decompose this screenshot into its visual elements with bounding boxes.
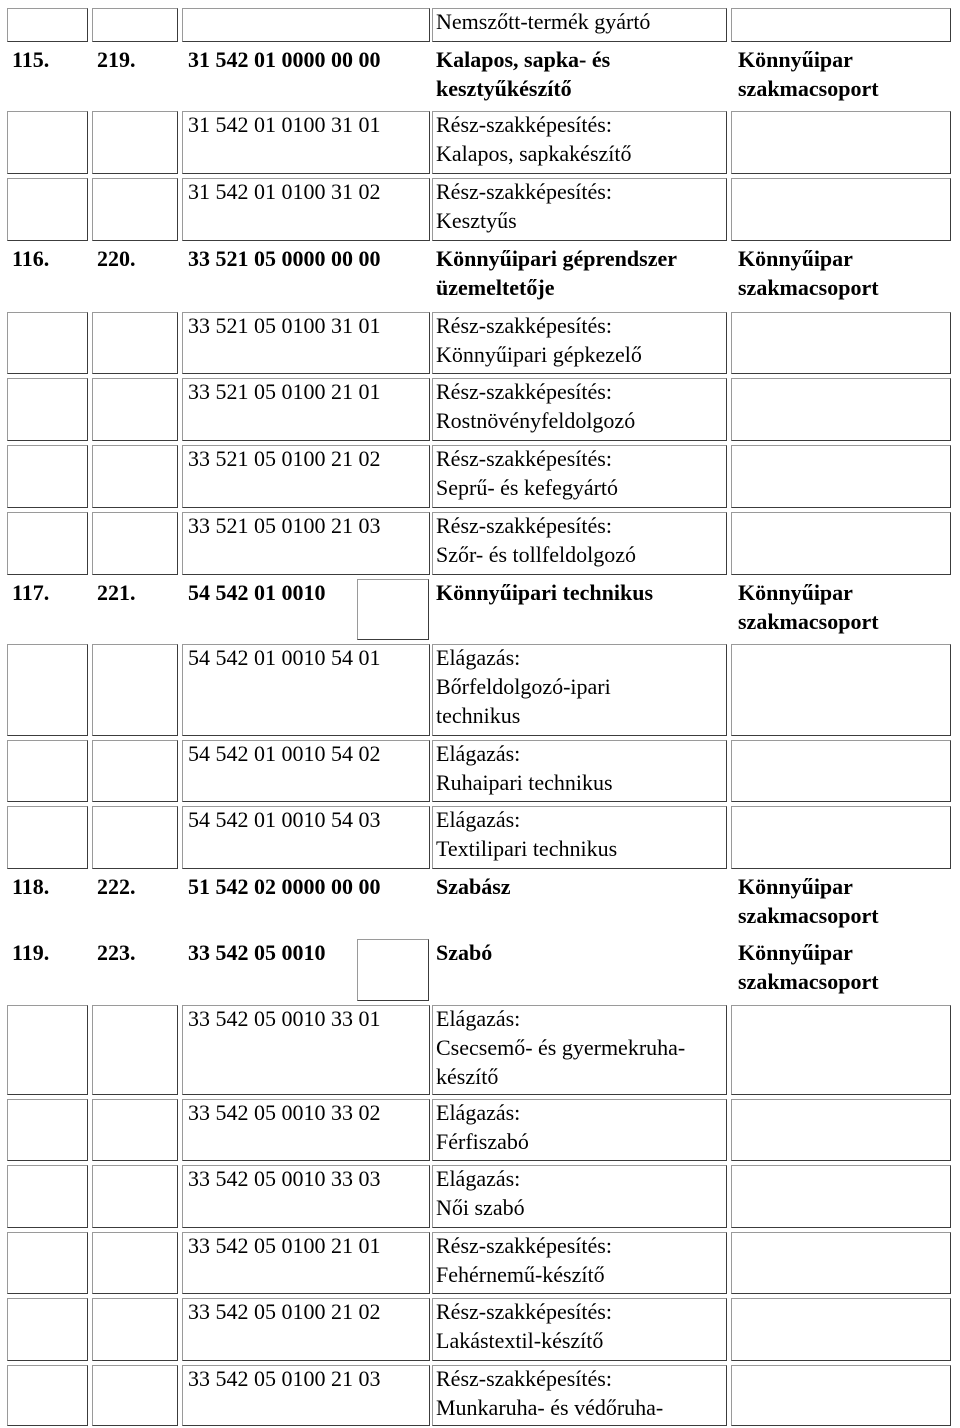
- group-cell-empty: [731, 8, 951, 42]
- table-cell-empty: [7, 1165, 88, 1228]
- qualification-code: 54 542 01 0010 54 01: [188, 645, 381, 670]
- qualification-name-line: Elágazás:: [436, 1006, 521, 1031]
- table-cell-empty: [92, 740, 178, 802]
- qualification-name-line: Nemszőtt-termék gyártó: [436, 9, 651, 34]
- group-name-line: Könnyűipar: [738, 874, 853, 899]
- qualification-code: 51 542 02 0000 00 00: [188, 874, 381, 899]
- group-cell-empty: [731, 1005, 951, 1095]
- qualification-name-line: Női szabó: [436, 1195, 525, 1220]
- group-cell-empty: [731, 1232, 951, 1294]
- row-number-secondary: 223.: [97, 940, 136, 965]
- table-cell-empty: [92, 512, 178, 575]
- group-name-line: szakmacsoport: [738, 76, 879, 101]
- qualification-name-line: Textilipari technikus: [436, 836, 618, 861]
- table-cell-empty: [7, 111, 88, 174]
- table-cell-empty: [92, 8, 178, 42]
- qualification-name-line: technikus: [436, 703, 521, 728]
- group-cell-empty: [731, 445, 951, 508]
- group-cell-empty: [731, 178, 951, 241]
- table-cell-empty: [92, 644, 178, 736]
- qualification-code: 33 542 05 0010: [188, 940, 326, 965]
- group-cell-empty: [731, 1165, 951, 1228]
- qualification-name-line: Kalapos, sapka- és: [436, 47, 611, 72]
- table-cell-empty: [7, 178, 88, 241]
- row-number: 118.: [12, 874, 50, 899]
- qualification-name-line: Elágazás:: [436, 807, 521, 832]
- qualification-name-line: Rész-szakképesítés:: [436, 179, 612, 204]
- group-name-line: szakmacsoport: [738, 275, 879, 300]
- group-name-line: Könnyűipar: [738, 580, 853, 605]
- table-cell-empty: [92, 1232, 178, 1294]
- row-number: 117.: [12, 580, 50, 605]
- qualification-name-line: Szőr- és tollfeldolgozó: [436, 542, 636, 567]
- qualification-name-line: Kesztyűs: [436, 208, 517, 233]
- row-number-secondary: 221.: [97, 580, 136, 605]
- qualification-name-line: Rész-szakképesítés:: [436, 112, 612, 137]
- qualification-name-line: Rész-szakképesítés:: [436, 1366, 612, 1391]
- qualification-name-line: kesztyűkészítő: [436, 76, 572, 101]
- code-cell: [182, 8, 430, 42]
- code-cell-blank: [357, 579, 429, 640]
- group-cell-empty: [731, 512, 951, 575]
- table-cell-empty: [7, 312, 88, 374]
- table-cell-empty: [92, 445, 178, 508]
- group-cell-empty: [731, 644, 951, 736]
- qualification-code: 54 542 01 0010 54 02: [188, 741, 381, 766]
- qualification-name-line: Elágazás:: [436, 645, 521, 670]
- table-cell-empty: [7, 378, 88, 441]
- table-cell-empty: [92, 806, 178, 869]
- qualification-name-line: Rész-szakképesítés:: [436, 1233, 612, 1258]
- qualification-name-line: Csecsemő- és gyermekruha-: [436, 1035, 686, 1060]
- group-cell-empty: [731, 1099, 951, 1161]
- qualification-name-line: Rész-szakképesítés:: [436, 379, 612, 404]
- qualification-name-line: Lakástextil-készítő: [436, 1328, 604, 1353]
- qualification-name-line: Elágazás:: [436, 741, 521, 766]
- qualification-code: 33 542 05 0100 21 02: [188, 1299, 381, 1324]
- qualification-code: 33 521 05 0100 21 02: [188, 446, 381, 471]
- group-name-line: Könnyűipar: [738, 940, 853, 965]
- qualification-name-line: Férfiszabó: [436, 1129, 529, 1154]
- table-cell-empty: [92, 1099, 178, 1161]
- table-cell-empty: [92, 1165, 178, 1228]
- qualification-name-line: készítő: [436, 1064, 499, 1089]
- table-cell-empty: [7, 1232, 88, 1294]
- qualification-name-line: Rész-szakképesítés:: [436, 513, 612, 538]
- qualification-name-line: Rész-szakképesítés:: [436, 446, 612, 471]
- qualification-code: 31 542 01 0100 31 01: [188, 112, 381, 137]
- qualification-code: 33 521 05 0100 21 03: [188, 513, 381, 538]
- row-number-secondary: 219.: [97, 47, 136, 72]
- qualification-name-line: Seprű- és kefegyártó: [436, 475, 619, 500]
- qualification-name-line: Rész-szakképesítés:: [436, 313, 612, 338]
- group-name-line: Könnyűipar: [738, 246, 853, 271]
- table-cell-empty: [7, 8, 88, 42]
- row-number: 116.: [12, 246, 50, 271]
- qualification-name-line: Könnyűipari gépkezelő: [436, 342, 642, 367]
- code-cell-blank: [357, 939, 429, 1001]
- group-cell-empty: [731, 312, 951, 374]
- qualification-name-line: Rész-szakképesítés:: [436, 1299, 612, 1324]
- group-cell-empty: [731, 1298, 951, 1361]
- table-cell-empty: [7, 1005, 88, 1095]
- row-number: 119.: [12, 940, 50, 965]
- qualification-code: 54 542 01 0010 54 03: [188, 807, 381, 832]
- group-cell-empty: [731, 1365, 951, 1426]
- group-name-line: szakmacsoport: [738, 969, 879, 994]
- qualification-name-line: Könnyűipari géprendszer: [436, 246, 678, 271]
- table-cell-empty: [92, 111, 178, 174]
- qualification-code: 33 521 05 0000 00 00: [188, 246, 381, 271]
- qualification-code: 54 542 01 0010: [188, 580, 326, 605]
- table-cell-empty: [7, 740, 88, 802]
- group-cell-empty: [731, 806, 951, 869]
- row-number-secondary: 222.: [97, 874, 136, 899]
- table-cell-empty: [92, 1365, 178, 1426]
- qualification-code: 33 542 05 0010 33 03: [188, 1166, 381, 1191]
- qualification-code: 33 542 05 0010 33 01: [188, 1006, 381, 1031]
- table-cell-empty: [92, 1298, 178, 1361]
- qualification-code: 33 542 05 0010 33 02: [188, 1100, 381, 1125]
- qualification-code: 33 542 05 0100 21 01: [188, 1233, 381, 1258]
- qualification-name-line: Elágazás:: [436, 1166, 521, 1191]
- table-cell-empty: [92, 378, 178, 441]
- row-number-secondary: 220.: [97, 246, 136, 271]
- qualification-name-line: üzemeltetője: [436, 275, 555, 300]
- qualification-name-line: Könnyűipari technikus: [436, 580, 654, 605]
- group-cell-empty: [731, 740, 951, 802]
- qualification-name-line: Munkaruha- és védőruha-: [436, 1395, 664, 1420]
- group-name-line: szakmacsoport: [738, 609, 879, 634]
- qualification-name-line: Szabász: [436, 874, 511, 899]
- group-cell-empty: [731, 111, 951, 174]
- qualification-code: 33 542 05 0100 21 03: [188, 1366, 381, 1391]
- table-cell-empty: [92, 178, 178, 241]
- table-cell-empty: [7, 445, 88, 508]
- table-cell-empty: [7, 1365, 88, 1426]
- qualification-name-line: Bőrfeldolgozó-ipari: [436, 674, 611, 699]
- qualification-name-line: Rostnövényfeldolgozó: [436, 408, 636, 433]
- qualification-name-line: Kalapos, sapkakészítő: [436, 141, 632, 166]
- qualification-code: 33 521 05 0100 31 01: [188, 313, 381, 338]
- table-cell-empty: [7, 512, 88, 575]
- group-name-line: szakmacsoport: [738, 903, 879, 928]
- qualification-code: 33 521 05 0100 21 01: [188, 379, 381, 404]
- table-cell-empty: [7, 644, 88, 736]
- qualification-name-line: Ruhaipari technikus: [436, 770, 613, 795]
- table-cell-empty: [7, 1298, 88, 1361]
- table-cell-empty: [92, 312, 178, 374]
- qualification-code: 31 542 01 0100 31 02: [188, 179, 381, 204]
- qualification-code: 31 542 01 0000 00 00: [188, 47, 381, 72]
- table-cell-empty: [7, 1099, 88, 1161]
- table-cell-empty: [92, 1005, 178, 1095]
- group-cell-empty: [731, 378, 951, 441]
- qualification-name-line: Elágazás:: [436, 1100, 521, 1125]
- qualification-name-line: Szabó: [436, 940, 493, 965]
- group-name-line: Könnyűipar: [738, 47, 853, 72]
- qualification-name-line: Fehérnemű-készítő: [436, 1262, 605, 1287]
- row-number: 115.: [12, 47, 50, 72]
- table-cell-empty: [7, 806, 88, 869]
